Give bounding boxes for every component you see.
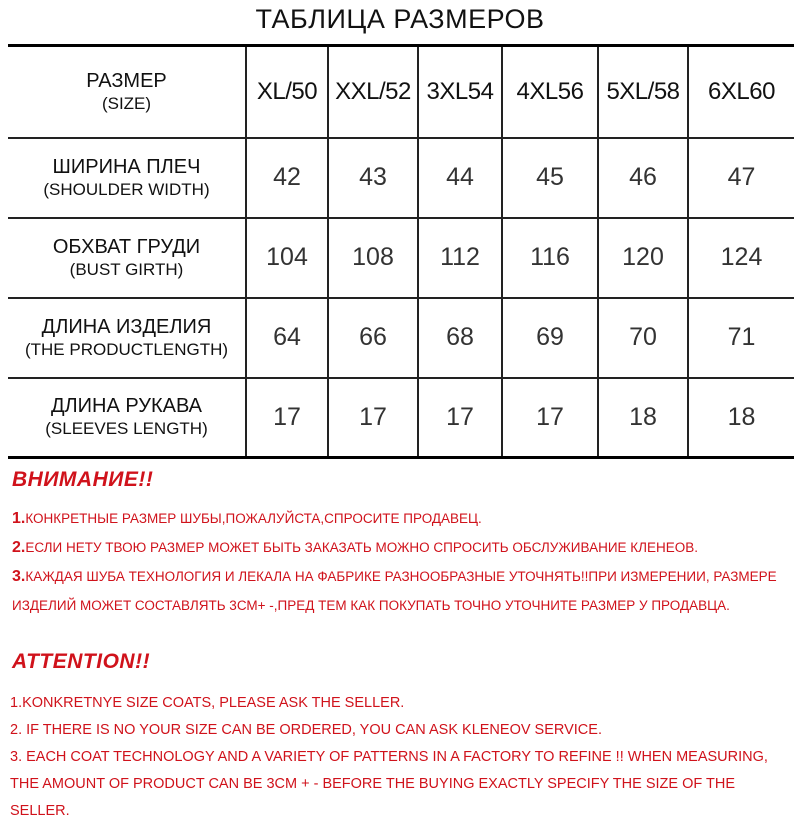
row-label-ru: ШИРИНА ПЛЕЧ [52,155,201,178]
value-cell: 70 [598,298,688,378]
value-cell: 120 [598,218,688,298]
row-label-cell [8,138,246,218]
value-cell: 18 [598,378,688,458]
value-cell: 44 [418,138,502,218]
size-label: 4XL56 [502,46,598,138]
row-label-en: (THE PRODUCTLENGTH) [24,339,229,359]
warning-heading-ru: ВНИМАНИЕ!! [12,468,154,491]
table-row [8,138,794,218]
table-row [8,218,794,298]
value-cell: 71 [688,298,794,378]
table-header-row [8,46,794,138]
note-item-en: 3. EACH COAT TECHNOLOGY AND A VARIETY OF PATTERNS IN A FACTORY TO REFINE !! WHEN MEASURING, THE AMOUNT OF PRODUCT CAN BE 3CM + - BEFORE THE BUYING EXACTLY SPECIFY THE SIZE OF THE SELLER. [10,749,768,819]
warning-heading-en: ATTENTION!! [12,650,151,673]
value-cell: 46 [598,138,688,218]
size-label: XL/50 [246,46,328,138]
value-cell: 17 [246,378,328,458]
value-cell: 104 [246,218,328,298]
note-text: КОНКРЕТНЫЕ РАЗМЕР ШУБЫ,ПОЖАЛУЙСТА,СПРОСИТЕ ПРОДАВЕЦ. [25,511,482,526]
note-item-ru [12,562,792,620]
value-cell: 68 [418,298,502,378]
size-chart [8,44,794,456]
value-cell: 47 [688,138,794,218]
value-cell: 45 [502,138,598,218]
size-table [8,44,794,459]
note-number: 1. [12,510,26,527]
value-cell: 17 [418,378,502,458]
note-number: 2. [12,539,26,556]
value-cell: 69 [502,298,598,378]
row-label-en: (SHOULDER WIDTH) [43,179,210,199]
value-cell: 42 [246,138,328,218]
value-cell: 17 [328,378,418,458]
note-text: КАЖДАЯ ШУБА ТЕХНОЛОГИЯ И ЛЕКАЛА НА ФАБРИКЕ РАЗНООБРАЗНЫЕ УТОЧНЯТЬ!!ПРИ ИЗМЕРЕНИИ, РАЗМЕРЕ ИЗДЕЛИЙ МОЖЕТ СОСТАВЛЯТЬ 3СМ+ -,ПРЕД ТЕМ КАК ПОКУПАТЬ ТОЧНО УТОЧНИТЕ РАЗМЕР У ПРОДАВЦА. [12,569,777,613]
row-label-cell [8,378,246,458]
value-cell: 64 [246,298,328,378]
size-label: 3XL54 [418,46,502,138]
note-number: 3. [12,568,26,585]
row-label-en: (BUST GIRTH) [69,259,184,279]
row-label-cell [8,298,246,378]
value-cell: 18 [688,378,794,458]
english-notes [10,690,795,825]
size-header-cell [8,46,246,138]
note-item-en: 2. IF THERE IS NO YOUR SIZE CAN BE ORDERED, YOU CAN ASK KLENEOV SERVICE. [10,722,602,738]
value-cell: 124 [688,218,794,298]
page-title: ТАБЛИЦА РАЗМЕРОВ [255,4,545,34]
row-label-ru: ДЛИНА ИЗДЕЛИЯ [41,315,212,338]
size-label: 6XL60 [688,46,794,138]
size-label: XXL/52 [328,46,418,138]
value-cell: 17 [502,378,598,458]
note-item-ru [12,504,792,533]
row-label-en: (SLEEVES LENGTH) [45,419,208,439]
value-cell: 116 [502,218,598,298]
table-row [8,298,794,378]
size-header-en: (SIZE) [101,93,152,113]
table-row [8,378,794,458]
value-cell: 108 [328,218,418,298]
size-header-ru: РАЗМЕР [86,69,167,92]
note-text: ЕСЛИ НЕТУ ТВОЮ РАЗМЕР МОЖЕТ БЫТЬ ЗАКАЗАТЬ МОЖНО СПРОСИТЬ ОБСЛУЖИВАНИЕ КЛЕНЕОВ. [25,540,699,555]
note-item-en: 1.KONKRETNYE SIZE COATS, PLEASE ASK THE SELLER. [10,695,405,711]
value-cell: 112 [418,218,502,298]
size-label: 5XL/58 [598,46,688,138]
value-cell: 66 [328,298,418,378]
row-label-ru: ОБХВАТ ГРУДИ [52,235,201,258]
note-item-ru [12,533,792,562]
row-label-ru: ДЛИНА РУКАВА [51,395,202,418]
russian-notes [12,468,792,620]
value-cell: 43 [328,138,418,218]
row-label-cell [8,218,246,298]
